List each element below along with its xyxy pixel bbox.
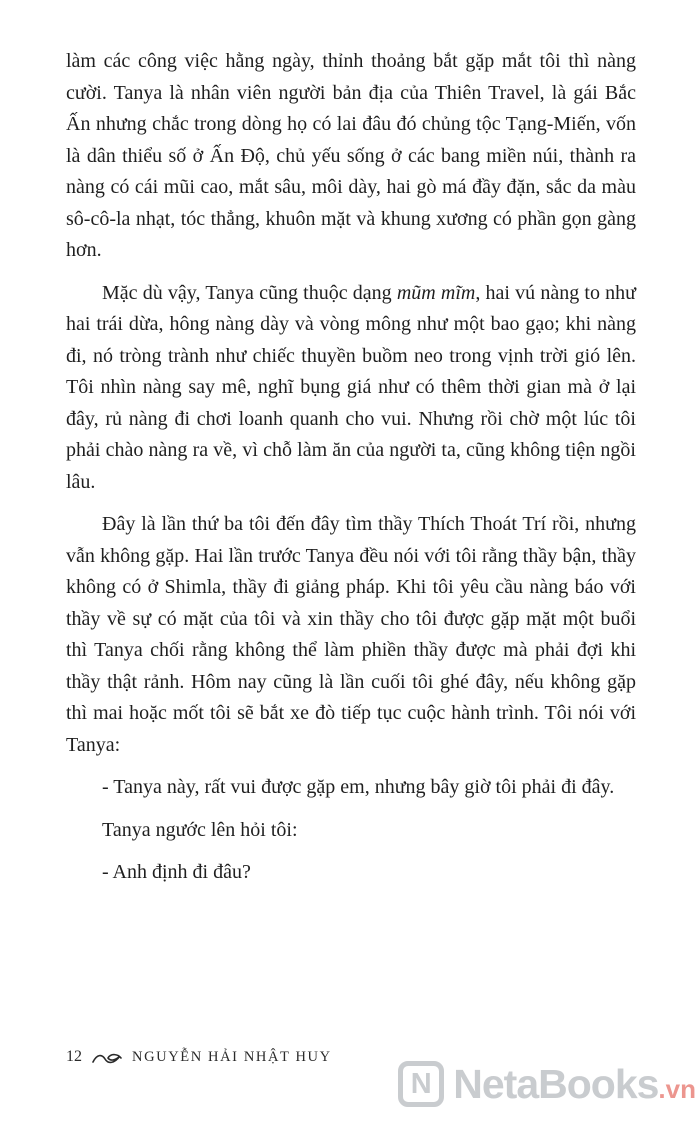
- text-run: Mặc dù vậy, Tanya cũng thuộc dạng: [102, 281, 397, 304]
- netabooks-logo-icon: N: [398, 1061, 444, 1107]
- paragraph: [66, 815, 636, 847]
- text-run: làm các công việc hằng ngày, thỉnh thoảng bắt gặp mắt tôi thì nàng cười. Tanya là nhân viên người bản địa của Thiên Travel, là gái Bắc Ấn nhưng chắc trong dòng họ có lai đâu đó chủng tộc Tạng-Miến, vốn là dân thiểu số ở Ấn Độ, chủ yếu sống ở các bang miền núi, thành ra nàng có cái mũi cao, mắt sâu, môi dày, hai gò má đầy đặn, sắc da màu sô-cô-la nhạt, tóc thẳng, khuôn mặt và khung xương có phần gọn gàng hơn.: [66, 50, 636, 261]
- watermark-text: [453, 1060, 696, 1107]
- paragraph: [66, 857, 636, 889]
- watermark-brand: NetaBooks: [453, 1060, 659, 1107]
- ornament-icon: [92, 1052, 122, 1066]
- text-run: - Tanya này, rất vui được gặp em, nhưng bây giờ tôi phải đi đây.: [102, 776, 615, 798]
- text-run: Tanya ngước lên hỏi tôi:: [102, 818, 298, 841]
- page-footer: [66, 1048, 636, 1066]
- page-text: [66, 46, 636, 900]
- paragraph: [66, 278, 636, 499]
- paragraph: [66, 509, 636, 761]
- text-run: , hai vú nàng to như hai trái dừa, hông nàng dày và vòng mông như một bao gạo; khi nàng đi, nó tròng trành như chiếc thuyền buồm neo trong vịnh trời gió lên. Tôi nhìn nàng say mê, nghĩ bụng giá như có thêm thời gian mà ở lại đây, rủ nàng đi chơi loanh quanh cho vui. Nhưng rồi chờ một lúc tôi phải chào nàng ra về, vì chỗ làm ăn của người ta, cũng không tiện ngồi lâu.: [66, 281, 636, 493]
- netabooks-watermark: [398, 1061, 696, 1107]
- page-number: 12: [66, 1048, 82, 1065]
- paragraph: [66, 46, 636, 267]
- author-name: NGUYỄN HẢI NHẬT HUY: [132, 1048, 332, 1065]
- watermark-tld: .vn: [658, 1073, 696, 1104]
- italic-text-run: mũm mĩm: [396, 281, 476, 304]
- text-run: - Anh định đi đâu?: [102, 861, 251, 883]
- text-run: Đây là lần thứ ba tôi đến đây tìm thầy Thích Thoát Trí rồi, nhưng vẫn không gặp. Hai lần trước Tanya đều nói với tôi rằng thầy bận, thầy không có ở Shimla, thầy đi giảng pháp. Khi tôi yêu cầu nàng báo với thầy về sự có mặt của tôi và xin thầy cho tôi được gặp mặt một buổi thì Tanya chối rằng không thể làm phiền thầy được mà phải đợi khi thầy thật rảnh. Hôm nay cũng là lần cuối tôi ghé đây, nếu không gặp thì mai hoặc mốt tôi sẽ bắt xe đò tiếp tục cuộc hành trình. Tôi nói với Tanya:: [66, 513, 636, 756]
- paragraph: [66, 772, 636, 804]
